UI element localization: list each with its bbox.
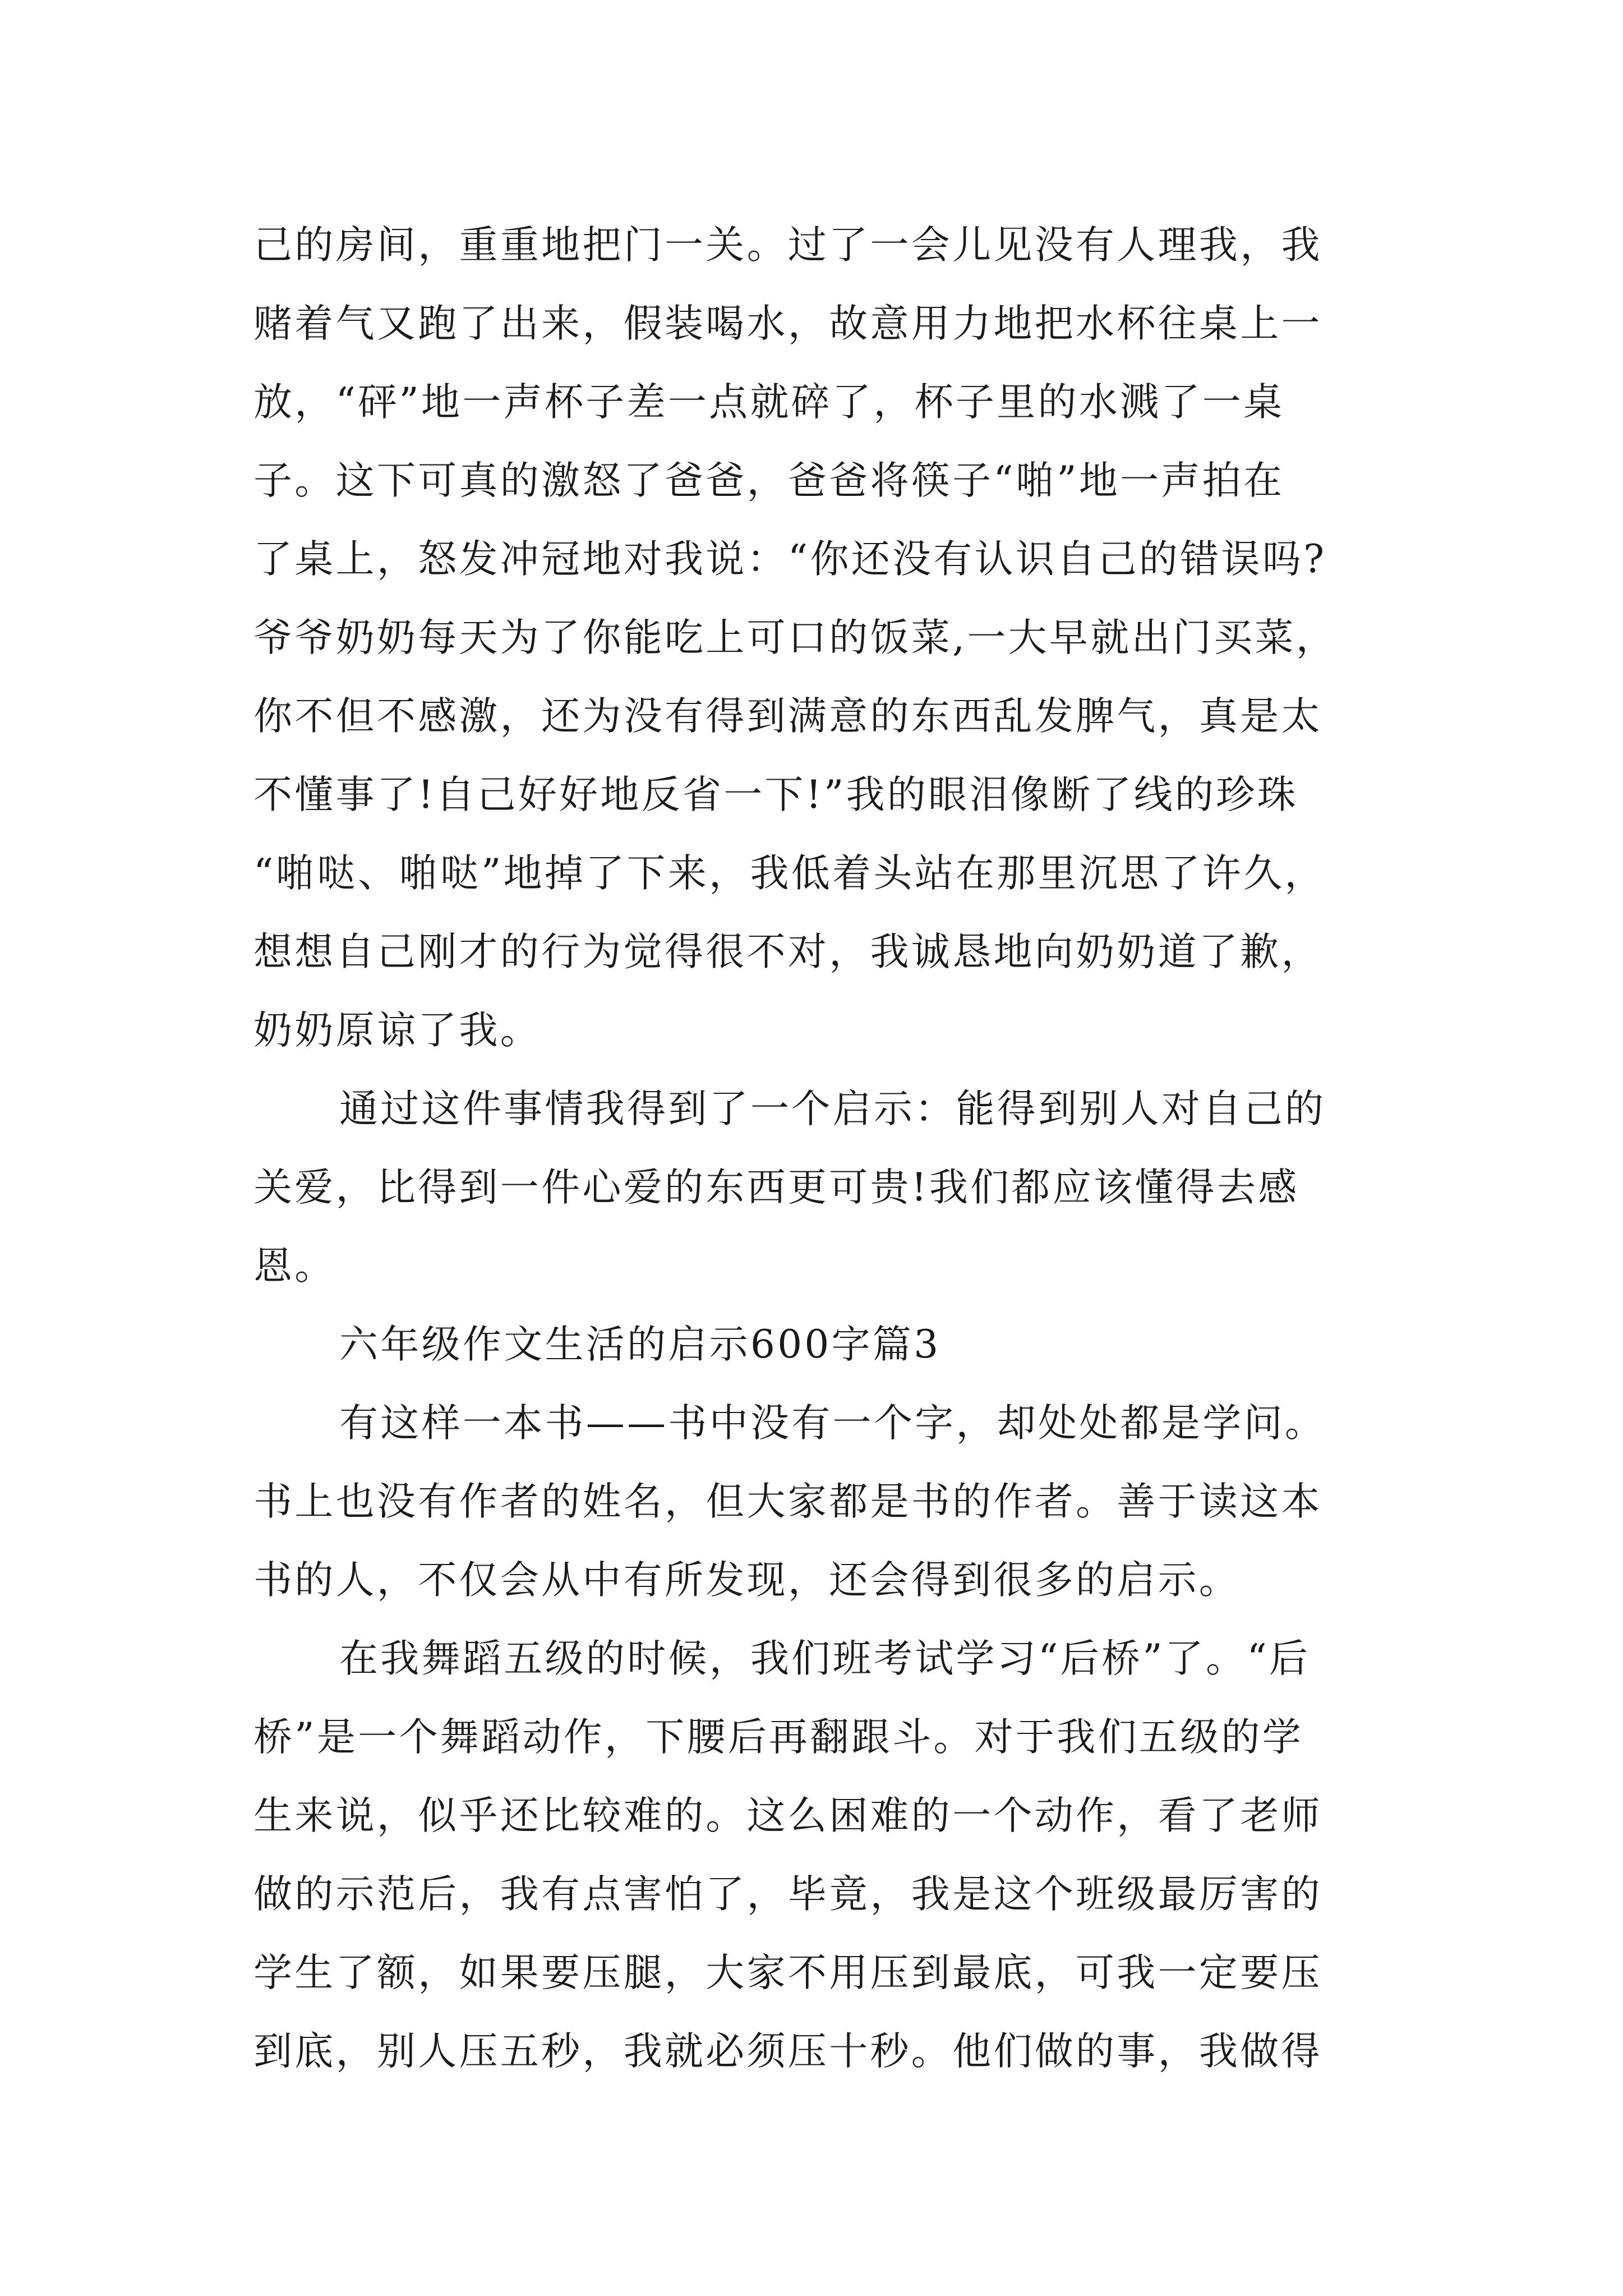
text-line: 爷爷奶奶每天为了你能吃上可口的饭菜,一大早就出门买菜， xyxy=(253,615,1338,660)
text-line: 己的房间，重重地把门一关。过了一会儿见没有人理我，我 xyxy=(253,223,1322,268)
text-line: 奶奶原谅了我。 xyxy=(253,1008,542,1053)
text-line: 做的示范后，我有点害怕了，毕竟，我是这个班级最厉害的 xyxy=(253,1872,1322,1917)
text-line: 了桌上，怒发冲冠地对我说：“你还没有认识自己的错误吗? xyxy=(253,537,1327,582)
text-line: 书的人，不仅会从中有所发现，还会得到很多的启示。 xyxy=(253,1558,1241,1603)
section-heading: 六年级作文生活的启示600字篇3 xyxy=(339,1322,941,1367)
text-line: “啪哒、啪哒”地掉了下来，我低着头站在那里沉思了许久， xyxy=(253,851,1326,896)
text-line: 恩。 xyxy=(253,1244,336,1289)
text-line: 关爱，比得到一件心爱的东西更可贵!我们都应该懂得去感 xyxy=(253,1165,1299,1210)
text-line: 你不但不感激，还为没有得到满意的东西乱发脾气，真是太 xyxy=(253,694,1322,739)
text-line: 生来说，似乎还比较难的。这么困难的一个动作，看了老师 xyxy=(253,1793,1322,1838)
text-line: 通过这件事情我得到了一个启示：能得到别人对自己的 xyxy=(339,1087,1326,1131)
text-line: 有这样一本书——书中没有一个字，却处处都是学问。 xyxy=(339,1401,1326,1446)
text-line: 不懂事了!自己好好地反省一下!”我的眼泪像断了线的珍珠 xyxy=(253,772,1298,817)
text-line: 学生了额，如果要压腿，大家不用压到最底，可我一定要压 xyxy=(253,1950,1322,1995)
text-line: 子。这下可真的激怒了爸爸，爸爸将筷子“啪”地一声拍在 xyxy=(253,458,1285,503)
text-line: 在我舞蹈五级的时候，我们班考试学习“后桥”了。“后 xyxy=(339,1636,1311,1681)
text-line: 桥”是一个舞蹈动作，下腰后再翻跟斗。对于我们五级的学 xyxy=(253,1715,1304,1760)
text-line: 到底，别人压五秒，我就必须压十秒。他们做的事，我做得 xyxy=(253,2029,1322,2074)
text-line: 放，“砰”地一声杯子差一点就碎了，杯子里的水溅了一桌 xyxy=(253,380,1285,425)
text-line: 书上也没有作者的姓名，但大家都是书的作者。善于读这本 xyxy=(253,1479,1322,1524)
text-line: 想想自己刚才的行为觉得很不对，我诚恳地向奶奶道了歉， xyxy=(253,930,1322,974)
text-line: 赌着气又跑了出来，假装喝水，故意用力地把水杯往桌上一 xyxy=(253,301,1322,346)
